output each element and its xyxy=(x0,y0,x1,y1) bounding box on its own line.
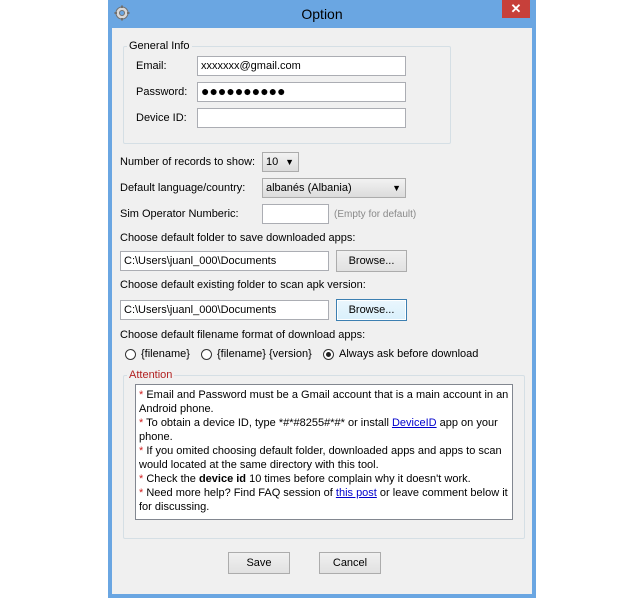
sim-hint: (Empty for default) xyxy=(334,209,417,220)
email-label: Email: xyxy=(136,60,167,72)
cancel-button[interactable]: Cancel xyxy=(319,552,381,574)
note-1 xyxy=(139,388,509,416)
options-panel xyxy=(112,28,532,594)
note-2 xyxy=(139,416,509,444)
note-4-text-b: 10 times before complain why it doesn't work. xyxy=(246,473,471,485)
password-field[interactable]: ●●●●●●●●●● xyxy=(197,82,406,102)
filename-format-label: Choose default filename format of download apps: xyxy=(120,329,366,341)
note-2-text-b: app on your phone. xyxy=(139,417,498,443)
close-button[interactable] xyxy=(502,0,530,18)
note-4 xyxy=(139,472,509,486)
bullet-star: * xyxy=(139,473,144,485)
note-4-text-a: Check the xyxy=(146,473,199,485)
note-1-text: Email and Password must be a Gmail account that is a main account in an Android phone. xyxy=(139,389,509,415)
records-value: 10 xyxy=(266,156,279,168)
password-label: Password: xyxy=(136,86,188,98)
radio-always-ask[interactable] xyxy=(323,349,334,360)
bullet-star: * xyxy=(139,487,144,499)
device-id-label: Device ID: xyxy=(136,112,187,124)
window-title: Option xyxy=(301,6,343,22)
bullet-star: * xyxy=(139,445,144,457)
download-folder-label: Choose default folder to save downloaded apps: xyxy=(120,232,356,244)
attention-legend: Attention xyxy=(129,369,173,381)
chevron-down-icon: ▼ xyxy=(285,157,294,167)
device-id-field[interactable] xyxy=(197,108,406,128)
radio-filename-version-label[interactable]: {filename} {version} xyxy=(217,348,312,360)
records-label: Number of records to show: xyxy=(120,156,256,168)
download-folder-field[interactable]: C:\Users\juanl_000\Documents xyxy=(120,251,329,271)
note-5 xyxy=(139,486,509,514)
option-window xyxy=(108,0,536,598)
bullet-star: * xyxy=(139,417,144,429)
language-select[interactable] xyxy=(262,178,406,198)
note-3-text: If you omited choosing default folder, downloaded apps and apps to scan would located at the same directory with this tool. xyxy=(139,445,502,471)
radio-always-ask-label[interactable]: Always ask before download xyxy=(339,348,479,360)
note-2-text-a: To obtain a device ID, type *#*#8255#*#* or install xyxy=(146,417,392,429)
browse-scan-button[interactable]: Browse... xyxy=(336,299,407,321)
language-label: Default language/country: xyxy=(120,182,246,194)
browse-download-button[interactable]: Browse... xyxy=(336,250,407,272)
radio-filename-version[interactable] xyxy=(201,349,212,360)
this-post-link[interactable]: this post xyxy=(335,487,377,499)
scan-folder-label: Choose default existing folder to scan apk version: xyxy=(120,279,366,291)
language-value: albanés (Albania) xyxy=(266,182,352,194)
note-5-text-b: or leave comment below it for discussing. xyxy=(139,487,508,513)
scan-folder-field[interactable]: C:\Users\juanl_000\Documents xyxy=(120,300,329,320)
close-icon[interactable]: ✕ xyxy=(510,1,522,16)
bullet-star: * xyxy=(139,389,144,401)
records-select[interactable] xyxy=(262,152,299,172)
sim-label: Sim Operator Numberic: xyxy=(120,208,239,220)
note-3 xyxy=(139,444,509,472)
radio-filename-label[interactable]: {filename} xyxy=(141,348,190,360)
email-field[interactable]: xxxxxxx@gmail.com xyxy=(197,56,406,76)
note-4-bold: device id xyxy=(198,473,247,485)
chevron-down-icon: ▼ xyxy=(392,183,401,193)
radio-filename[interactable] xyxy=(125,349,136,360)
attention-notes xyxy=(135,384,513,520)
save-button[interactable]: Save xyxy=(228,552,290,574)
note-5-text-a: Need more help? Find FAQ session of xyxy=(146,487,336,499)
deviceid-link[interactable]: DeviceID xyxy=(391,417,437,429)
general-info-legend: General Info xyxy=(129,40,190,52)
title-bar[interactable] xyxy=(108,0,536,28)
sim-operator-field[interactable] xyxy=(262,204,329,224)
